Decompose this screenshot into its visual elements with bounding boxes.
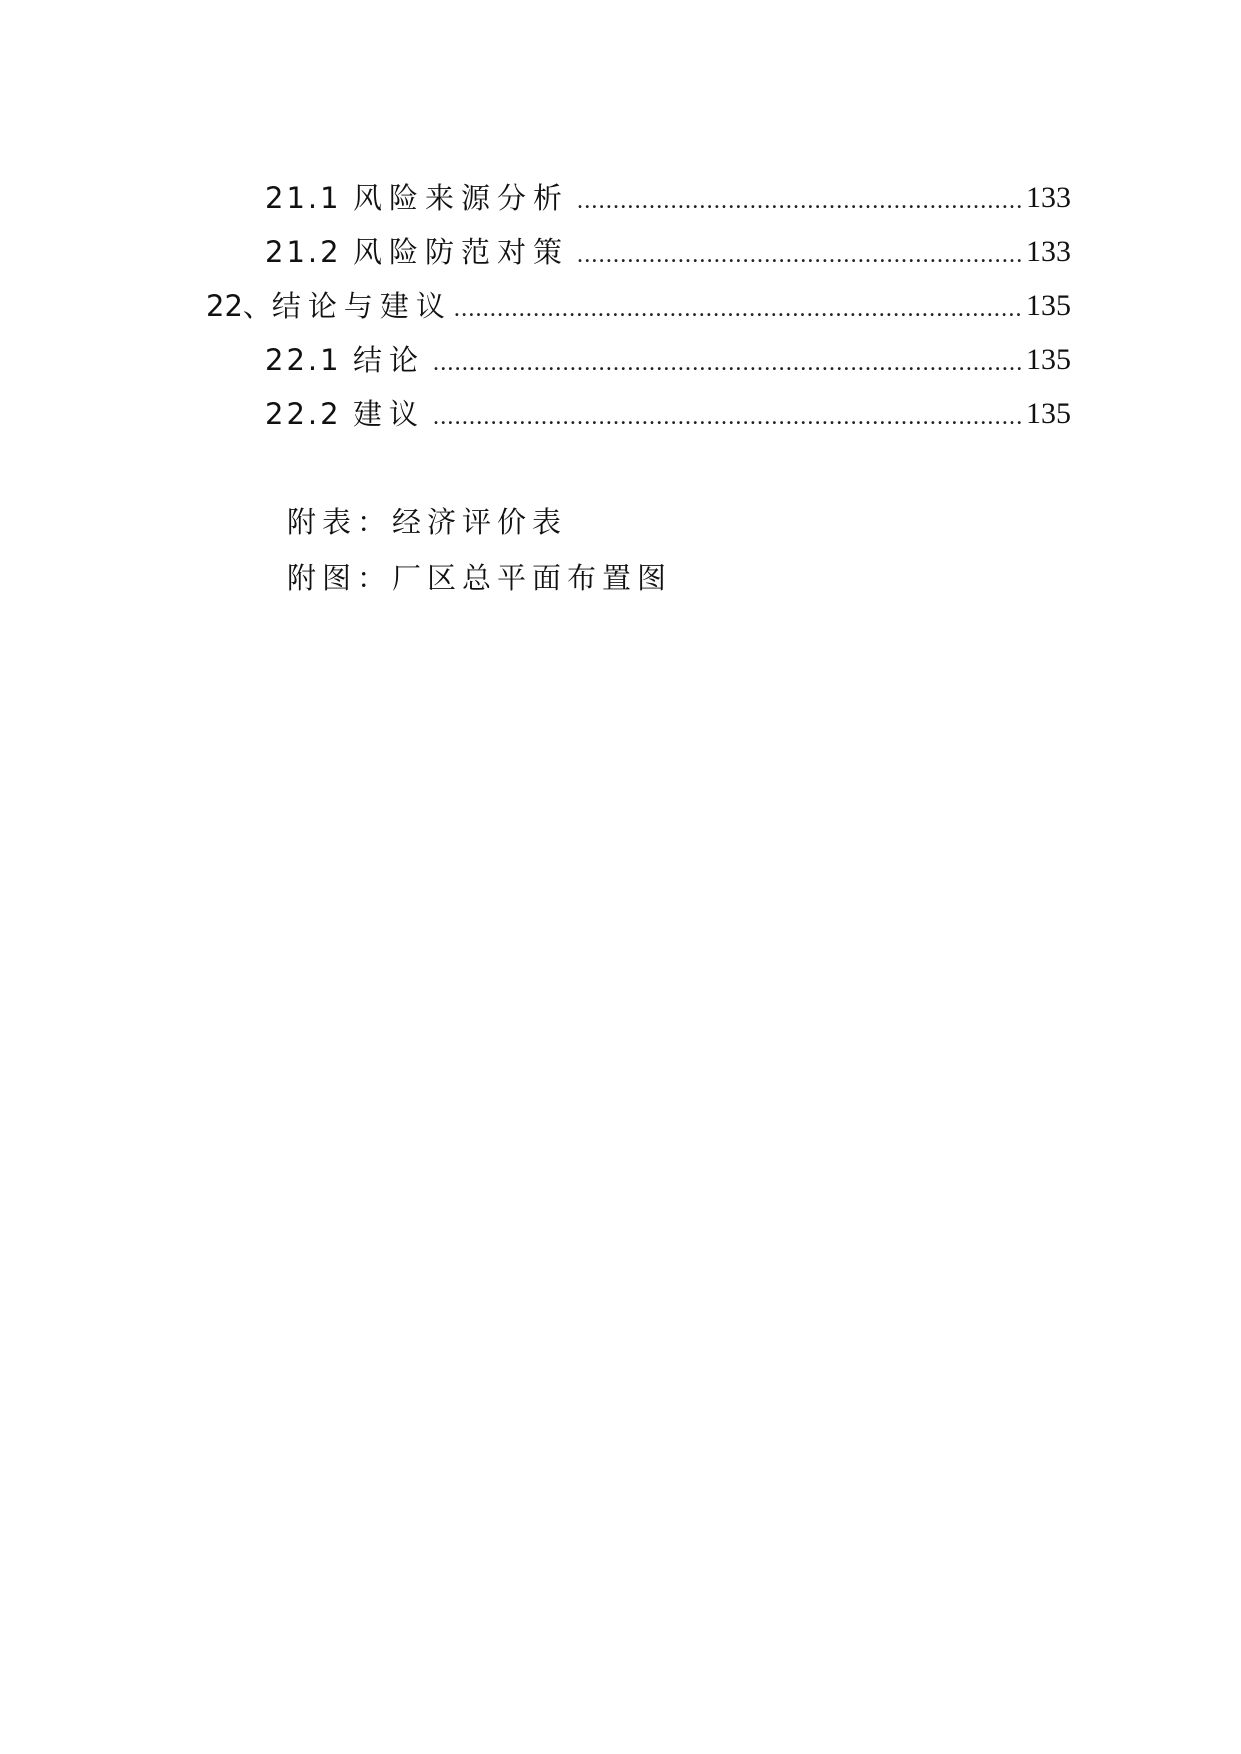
toc-entry[interactable] xyxy=(265,340,1071,380)
toc-entry-page: 133 xyxy=(1026,235,1071,268)
toc-entry[interactable] xyxy=(265,394,1071,434)
appendix-table-line: 附表：经济评价表 xyxy=(287,505,568,539)
toc-entry-title: 建议 xyxy=(353,397,426,431)
toc-leader-dots xyxy=(454,286,1024,326)
toc-leader-dots xyxy=(433,394,1024,434)
toc-entry[interactable] xyxy=(206,286,1071,326)
toc-entry-number: 21.2 xyxy=(265,235,342,269)
toc-entry-title: 风险防范对策 xyxy=(353,235,570,269)
toc-entry[interactable] xyxy=(265,232,1071,272)
toc-leader-dots xyxy=(433,340,1024,380)
toc-entry-page: 133 xyxy=(1026,181,1071,214)
toc-entry-title: 风险来源分析 xyxy=(353,181,570,215)
toc-leader-dots xyxy=(577,232,1024,272)
toc-entry-page: 135 xyxy=(1026,343,1071,376)
toc-entry-number: 22.2 xyxy=(265,397,342,431)
toc-entry-page: 135 xyxy=(1026,289,1071,322)
toc-leader-dots xyxy=(577,178,1024,218)
appendix-figure-line: 附图：厂区总平面布置图 xyxy=(287,561,673,595)
toc-entry-number: 22、 xyxy=(206,289,272,323)
toc-entry-number: 22.1 xyxy=(265,343,342,377)
toc-entry[interactable] xyxy=(265,178,1071,218)
toc-entry-number: 21.1 xyxy=(265,181,342,215)
toc-entry-title: 结论与建议 xyxy=(271,289,452,323)
toc-entry-title: 结论 xyxy=(353,343,426,377)
toc-entry-page: 135 xyxy=(1026,397,1071,430)
